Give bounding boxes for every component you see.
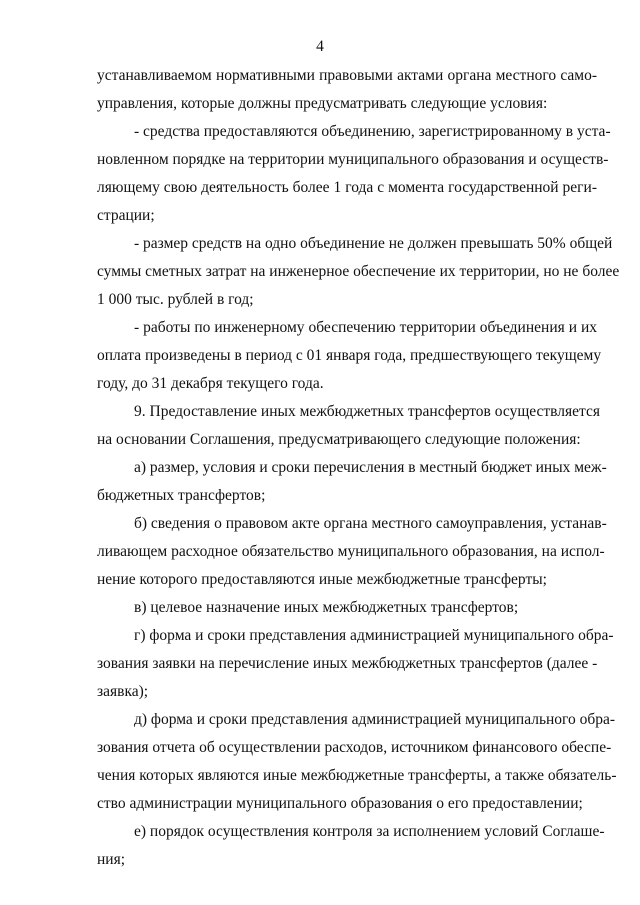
paragraph-item-9: [97, 398, 600, 454]
paragraph-item-g: [97, 622, 614, 706]
text-line: на основании Соглашения, предусматривающего следующие положения:: [97, 431, 581, 448]
text-line: новленном порядке на территории муниципального образования и осуществ-: [97, 151, 609, 168]
text-line: зования отчета об осуществлении расходов, источником финансового обеспе-: [97, 739, 612, 756]
text-line: а) размер, условия и сроки перечисления в местный бюджет иных меж-: [134, 459, 607, 476]
text-line: в) целевое назначение иных межбюджетных трансфертов;: [134, 599, 519, 616]
paragraph-condition-period: [97, 314, 602, 398]
text-line: ния;: [97, 851, 126, 868]
text-line: - размер средств на одно объединение не должен превышать 50% общей: [134, 235, 613, 252]
page-number: 4: [316, 38, 324, 55]
text-line: зования заявки на перечисление иных межбюджетных трансфертов (далее -: [97, 655, 598, 672]
text-line: - средства предоставляются объединению, зарегистрированному в уста-: [134, 123, 611, 140]
text-line: г) форма и сроки представления администрацией муниципального обра-: [134, 627, 614, 644]
text-line: б) сведения о правовом акте органа местного самоуправления, устанав-: [134, 515, 607, 532]
text-line: чения которых являются иные межбюджетные трансферты, а также обязатель-: [97, 767, 617, 784]
text-line: ливающем расходное обязательство муниципального образования, на испол-: [97, 543, 605, 560]
paragraph-condition-amount: [97, 230, 620, 314]
document-body: [97, 62, 620, 874]
text-line: управления, которые должны предусматривать следующие условия:: [97, 95, 548, 112]
text-line: бюджетных трансфертов;: [97, 487, 266, 504]
text-line: устанавливаемом нормативными правовыми актами органа местного само-: [97, 67, 597, 84]
text-line: ство администрации муниципального образования о его предоставлении;: [97, 795, 583, 812]
text-line: - работы по инженерному обеспечению территории объединения и их: [134, 319, 597, 336]
text-line: страции;: [97, 207, 155, 224]
text-line: 9. Предоставление иных межбюджетных трансфертов осуществляется: [134, 403, 600, 420]
paragraph-condition-registered: [97, 118, 611, 230]
text-line: ляющему свою деятельность более 1 года с момента государственной реги-: [97, 179, 597, 196]
text-line: е) порядок осуществления контроля за исполнением условий Соглаше-: [134, 823, 605, 840]
text-line: оплата произведены в период с 01 января года, предшествующего текущему: [97, 347, 602, 364]
paragraph-item-e: [97, 818, 605, 874]
text-line: д) форма и сроки представления администрацией муниципального обра-: [134, 711, 616, 728]
text-line: 1 000 тыс. рублей в год;: [97, 291, 254, 308]
text-line: суммы сметных затрат на инженерное обеспечение их территории, но не более: [97, 263, 620, 280]
paragraph-intro: [97, 62, 597, 118]
paragraph-item-v: [97, 594, 597, 622]
text-line: году, до 31 декабря текущего года.: [97, 375, 324, 392]
text-line: нение которого предоставляются иные межбюджетные трансферты;: [97, 571, 547, 588]
text-line: заявка);: [97, 683, 149, 700]
paragraph-item-d: [97, 706, 617, 818]
paragraph-item-a: [97, 454, 607, 510]
paragraph-item-b: [97, 510, 607, 594]
